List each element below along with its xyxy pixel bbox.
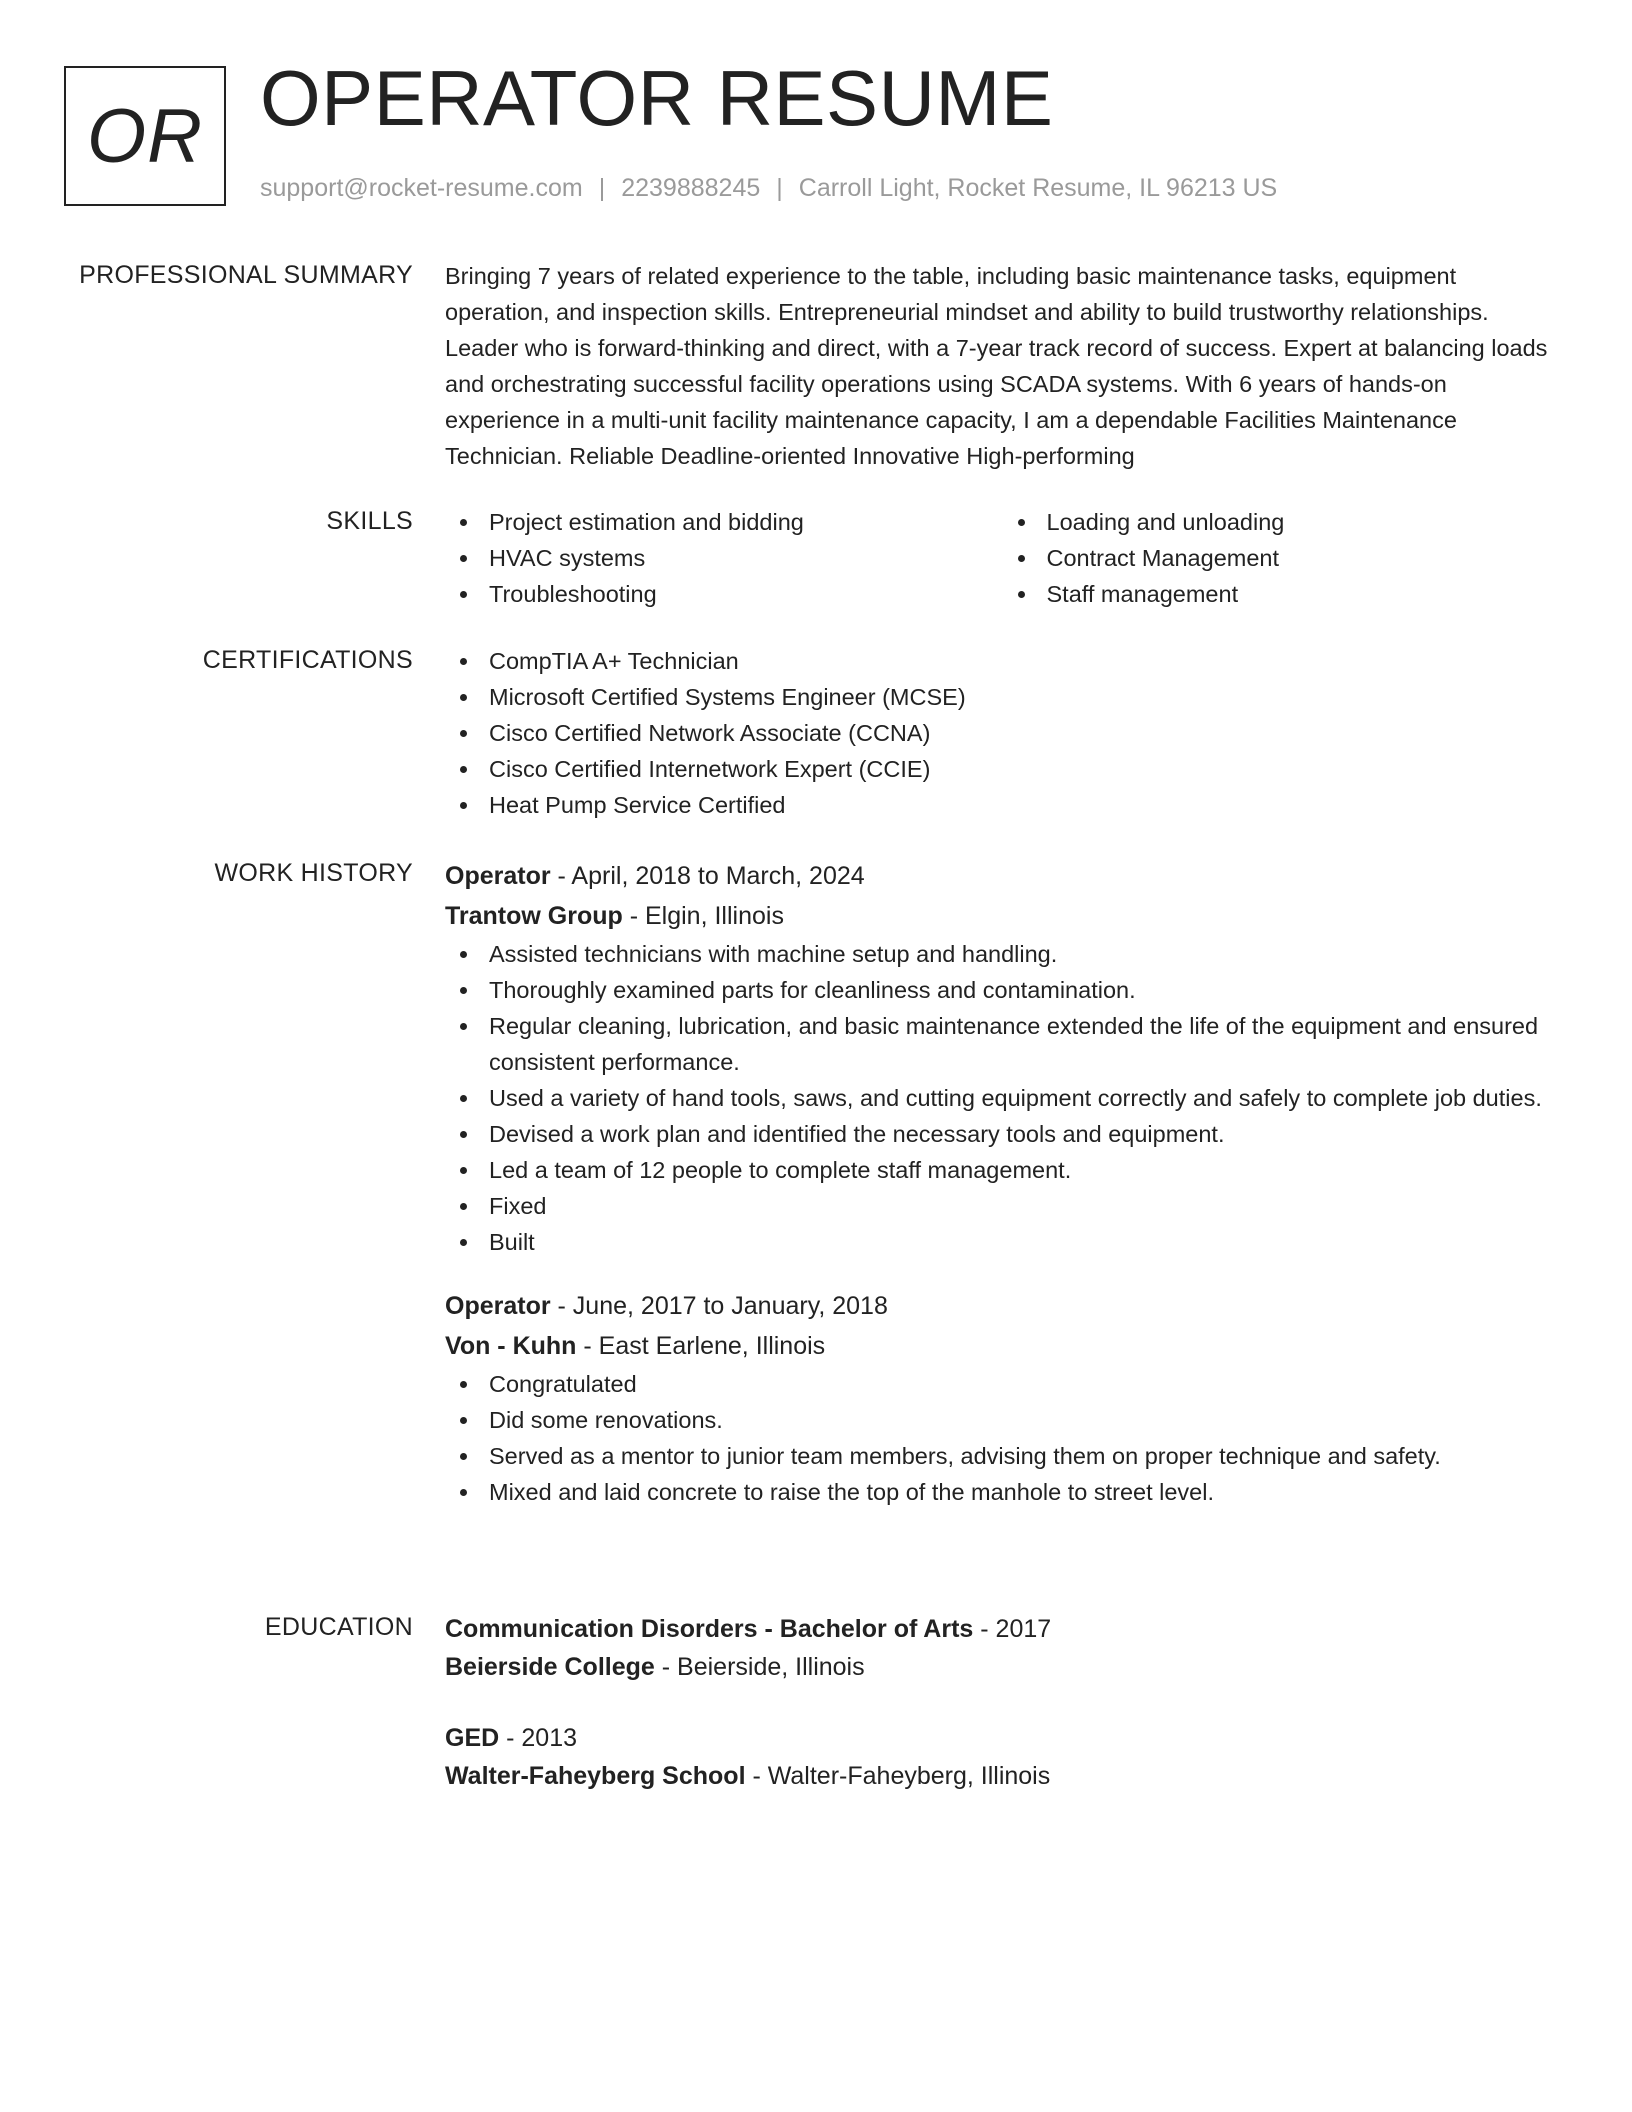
job-entry [445, 856, 1560, 1260]
job-title-line [445, 856, 1560, 896]
job-entry [445, 1286, 1560, 1510]
monogram-logo: OR [64, 66, 226, 206]
education-degree-line [445, 1719, 1560, 1757]
education-school-line [445, 1757, 1560, 1795]
education-entry [445, 1610, 1560, 1686]
education-year: - 2017 [973, 1615, 1052, 1643]
contact-line [260, 174, 1277, 203]
skill-item: Contract Management [1047, 540, 1561, 576]
certifications-body [445, 643, 1560, 823]
job-duty: Regular cleaning, lubrication, and basic maintenance extended the life of the equipment and ensured consistent performance. [489, 1008, 1560, 1080]
certification-item: Cisco Certified Network Associate (CCNA) [489, 715, 1560, 751]
job-company: Trantow Group [445, 902, 623, 930]
education-school: Walter-Faheyberg School [445, 1762, 746, 1790]
education-location: - Beierside, Illinois [654, 1653, 865, 1681]
education-location: - Walter-Faheyberg, Illinois [745, 1762, 1051, 1790]
job-duty: Fixed [489, 1188, 1560, 1224]
job-duty: Used a variety of hand tools, saws, and cutting equipment correctly and safely to complete job duties. [489, 1080, 1560, 1116]
contact-phone[interactable]: 2239888245 [621, 174, 761, 202]
job-duty: Devised a work plan and identified the necessary tools and equipment. [489, 1116, 1560, 1152]
job-duty: Led a team of 12 people to complete staff management. [489, 1152, 1560, 1188]
certification-item: Microsoft Certified Systems Engineer (MCSE) [489, 679, 1560, 715]
job-location: - East Earlene, Illinois [576, 1332, 826, 1360]
education-entry [445, 1719, 1560, 1795]
skill-item: Staff management [1047, 576, 1561, 612]
job-title-line [445, 1286, 1560, 1326]
job-dates: - June, 2017 to January, 2018 [550, 1292, 888, 1320]
skill-item: Troubleshooting [489, 576, 1003, 612]
education-year: - 2013 [499, 1724, 578, 1752]
skill-item: Loading and unloading [1047, 504, 1561, 540]
education-degree-line [445, 1610, 1560, 1648]
certifications-list [445, 643, 1560, 823]
certification-item: Cisco Certified Internetwork Expert (CCIE) [489, 751, 1560, 787]
education-school-line [445, 1648, 1560, 1686]
skills-body [445, 504, 1560, 612]
job-duty: Built [489, 1224, 1560, 1260]
contact-separator: | [776, 174, 783, 202]
job-duty: Served as a mentor to junior team members, advising them on proper technique and safety. [489, 1438, 1560, 1474]
education-degree: Communication Disorders - Bachelor of Arts [445, 1615, 974, 1643]
education-body [445, 1610, 1560, 1795]
section-heading-education: EDUCATION [264, 1613, 413, 1641]
section-heading-skills: SKILLS [326, 507, 413, 535]
job-company-line [445, 896, 1560, 936]
contact-separator: | [598, 174, 606, 202]
contact-address: Carroll Light, Rocket Resume, IL 96213 US [798, 174, 1278, 202]
job-duties-list [445, 936, 1560, 1260]
certification-item: CompTIA A+ Technician [489, 643, 1560, 679]
job-duty: Congratulated [489, 1366, 1560, 1402]
education-degree: GED [445, 1724, 500, 1752]
job-title: Operator [445, 1292, 551, 1320]
job-duty: Assisted technicians with machine setup and handling. [489, 936, 1560, 972]
job-title: Operator [445, 862, 551, 890]
certification-item: Heat Pump Service Certified [489, 787, 1560, 823]
skills-list-left [445, 504, 1003, 612]
section-heading-certifications: CERTIFICATIONS [202, 646, 413, 674]
education-school: Beierside College [445, 1653, 655, 1681]
job-duty: Mixed and laid concrete to raise the top of the manhole to street level. [489, 1474, 1560, 1510]
summary-text: Bringing 7 years of related experience to the table, including basic maintenance tasks, equipment operation, and inspection skills. Entrepreneurial mindset and ability to build trustworthy relationships. Leader who is forward-thinking and direct, with a 7-year track record of success. Expert at balancing loads and orchestrating successful facility operations using SCADA systems. With 6 years of hands-on experience in a multi-unit facility maintenance capacity, I am a dependable Facilities Maintenance Technician. Reliable Deadline-oriented Innovative High-performing [445, 263, 1548, 469]
job-duty: Thoroughly examined parts for cleanliness and contamination. [489, 972, 1560, 1008]
job-duties-list [445, 1366, 1560, 1510]
summary-body [445, 258, 1560, 474]
resume-name: OPERATOR RESUME [260, 54, 1054, 142]
contact-email[interactable]: support@rocket-resume.com [260, 174, 583, 202]
work-body [445, 856, 1560, 1510]
skill-item: Project estimation and bidding [489, 504, 1003, 540]
section-heading-work: WORK HISTORY [214, 859, 413, 887]
skills-list-right [1003, 504, 1561, 612]
section-heading-summary: PROFESSIONAL SUMMARY [79, 261, 413, 289]
job-duty: Did some renovations. [489, 1402, 1560, 1438]
job-dates: - April, 2018 to March, 2024 [550, 862, 865, 890]
job-company: Von - Kuhn [445, 1332, 577, 1360]
job-location: - Elgin, Illinois [622, 902, 784, 930]
skill-item: HVAC systems [489, 540, 1003, 576]
job-company-line [445, 1326, 1560, 1366]
skills-grid [445, 504, 1560, 612]
